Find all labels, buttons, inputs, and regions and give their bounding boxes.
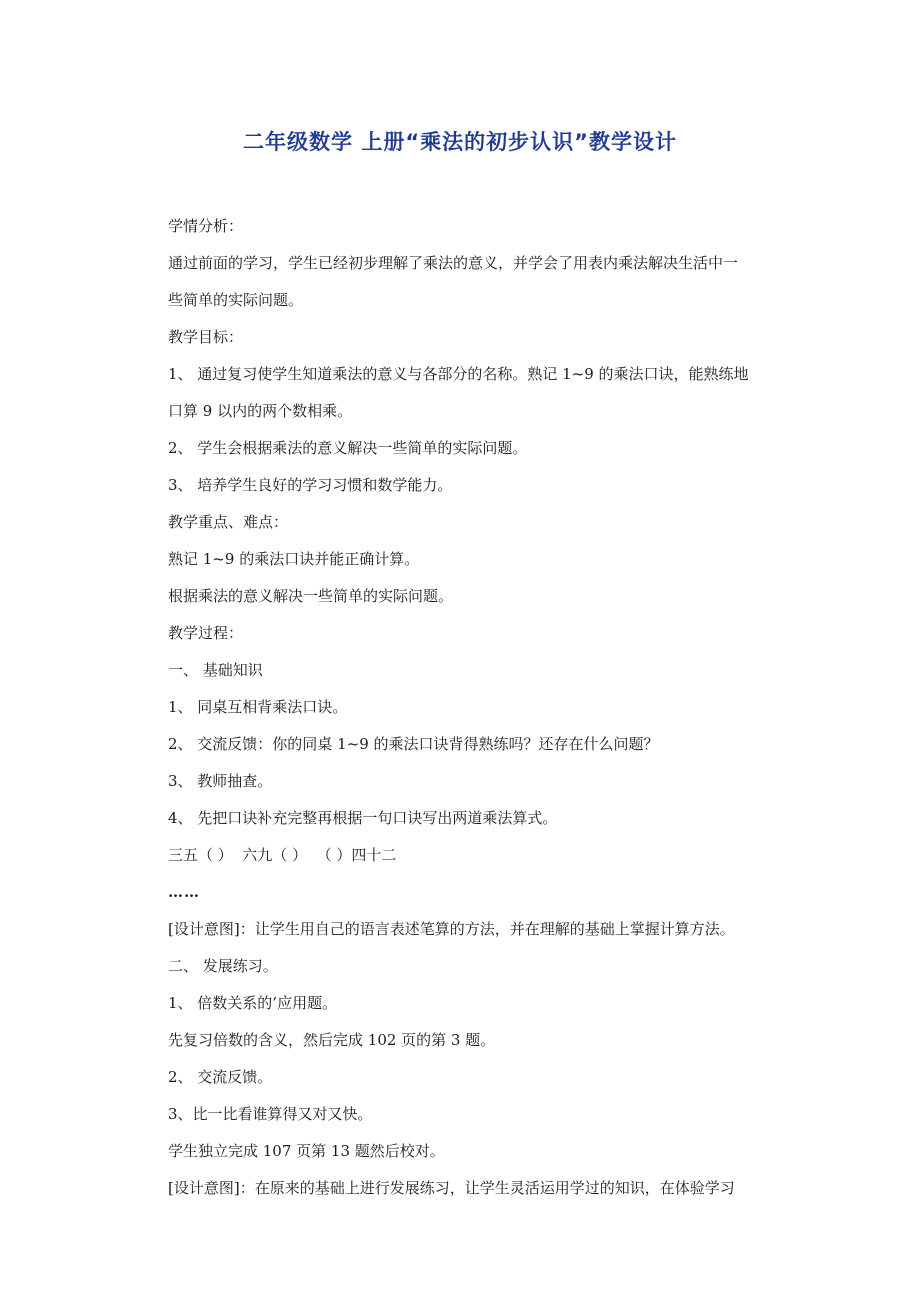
paragraph-practice-2: 2、 交流反馈。 bbox=[168, 1068, 273, 1086]
paragraph-design-intent-2: [设计意图]：在原来的基础上进行发展练习，让学生灵活运用学过的知识，在体验学习 bbox=[168, 1179, 735, 1197]
paragraph-line: 1、 通过复习使学生知道乘法的意义与各部分的名称。熟记 1~9 的乘法口诀，能熟练地 bbox=[168, 365, 749, 383]
paragraph-line: 通过前面的学习，学生已经初步理解了乘法的意义，并学会了用表内乘法解决生活中一 bbox=[168, 254, 739, 272]
paragraph-heading-process: 教学过程： bbox=[168, 624, 244, 642]
paragraph-practice-1: 1、 倍数关系的’应用题。 bbox=[168, 994, 338, 1012]
paragraph-goal-1 bbox=[168, 356, 788, 430]
paragraph-heading-analysis: 学情分析： bbox=[168, 217, 244, 235]
paragraph-heading-key-points: 教学重点、难点： bbox=[168, 513, 289, 531]
paragraph-goal-3: 3、 培养学生良好的学习习惯和数学能力。 bbox=[168, 476, 453, 494]
document-title: 二年级数学 上册“乘法的初步认识”教学设计 bbox=[243, 130, 677, 154]
paragraph-line-continued: 口算 9 以内的两个数相乘。 bbox=[168, 402, 353, 420]
section-heading-practice: 二、 发展练习。 bbox=[168, 957, 278, 975]
paragraph-exercise: 三五（ ） 六九（ ） （ ）四十二 bbox=[168, 846, 397, 864]
paragraph-design-intent-1: [设计意图]：让学生用自己的语言表述笔算的方法，并在理解的基础上掌握计算方法。 bbox=[168, 920, 735, 938]
section-heading-basics: 一、 基础知识 bbox=[168, 661, 263, 679]
paragraph-practice-3-detail: 学生独立完成 107 页第 13 题然后校对。 bbox=[168, 1142, 445, 1160]
paragraph-key-point-2: 根据乘法的意义解决一些简单的实际问题。 bbox=[168, 587, 454, 605]
paragraph-practice-1-detail: 先复习倍数的含义，然后完成 102 页的第 3 题。 bbox=[168, 1031, 496, 1049]
paragraph-heading-goals: 教学目标： bbox=[168, 328, 244, 346]
paragraph-ellipsis: …… bbox=[168, 883, 200, 901]
paragraph-line-continued: 些简单的实际问题。 bbox=[168, 291, 304, 309]
paragraph-step-1: 1、 同桌互相背乘法口诀。 bbox=[168, 698, 348, 716]
paragraph-goal-2: 2、 学生会根据乘法的意义解决一些简单的实际问题。 bbox=[168, 439, 528, 457]
paragraph-step-4: 4、 先把口诀补充完整再根据一句口诀写出两道乘法算式。 bbox=[168, 809, 558, 827]
paragraph-key-point-1: 熟记 1~9 的乘法口诀并能正确计算。 bbox=[168, 550, 420, 568]
paragraph-analysis bbox=[168, 245, 788, 319]
paragraph-step-2: 2、 交流反馈：你的同桌 1~9 的乘法口诀背得熟练吗？还存在什么问题？ bbox=[168, 735, 659, 753]
paragraph-step-3: 3、 教师抽查。 bbox=[168, 772, 273, 790]
paragraph-practice-3: 3、比一比看谁算得又对又快。 bbox=[168, 1105, 373, 1123]
document-body bbox=[168, 208, 788, 1207]
